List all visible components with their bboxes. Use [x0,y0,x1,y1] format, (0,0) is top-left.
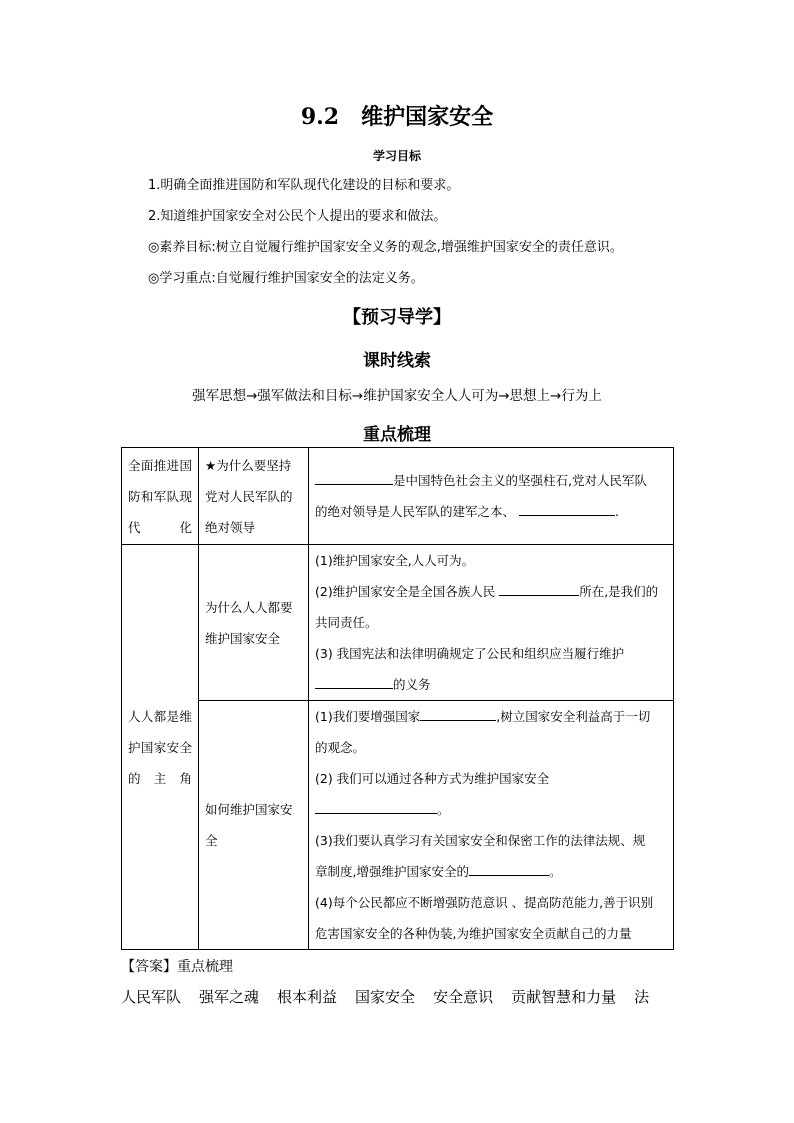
fill-blank [315,466,393,485]
answer-item: 强军之魂 [199,988,260,1006]
fill-blank [315,670,393,689]
answer-item: 安全意识 [433,988,494,1006]
fill-blank [315,795,437,814]
topic-cell: 人人都是维护国家安全的主角 [122,545,199,950]
learning-goals-heading: 学习目标 [372,149,421,163]
fill-blank [469,857,549,876]
fill-blank [499,577,579,596]
section-title: 维护国家安全 [361,104,494,130]
answer-item: 法 [634,988,650,1006]
answer-item: 贡献智慧和力量 [511,988,617,1006]
answer-item: 根本利益 [277,988,338,1006]
clue-heading: 课时线索 [363,351,431,371]
goal-item: 1.明确全面推进国防和军队现代化建设的目标和要求。 [148,178,460,193]
question-cell: ★为什么要坚持党对人民军队的绝对领导 [199,448,309,545]
key-points-table [121,447,674,950]
content-cell: (1)我们要增强国家 ,树立国家安全利益高于一切 的观念。 (2) 我们可以通过各种方式为维护国家安全 。 (3)我们要认真学习有关国家安全和保密工作的法律法规、规 章制度,增强维护国家安全的 。 (4)每个公民都应不断增强防范意识 、提高防范能力,善于识别 危害国家安全的各种伪装,为维护国家安全贡献自己的力量 [309,701,674,950]
page-title [0,100,794,131]
section-number: 9.2 [300,104,340,130]
clue-flow: 强军思想→强军做法和目标→维护国家安全人人可为→思想上→行为上 [192,388,602,404]
goal-item: ◎学习重点:自觉履行维护国家安全的法定义务。 [148,271,424,286]
table-row [122,448,674,545]
table-row [122,545,674,701]
answer-item: 国家安全 [355,988,416,1006]
content-cell: 是中国特色社会主义的坚强柱石,党对人民军队 的绝对领导是人民军队的建军之本、 . [309,448,674,545]
answer-item: 人民军队 [121,988,182,1006]
key-points-heading: 重点梳理 [363,425,431,445]
question-cell: 如何维护国家安全 [199,701,309,950]
answer-heading: 【答案】重点梳理 [121,959,233,975]
question-cell: 为什么人人都要维护国家安全 [199,545,309,701]
fill-blank [420,702,496,721]
fill-blank [519,497,615,516]
topic-cell: 全面推进国防和军队现代化 [122,448,199,545]
goal-item: 2.知道维护国家安全对公民个人提出的要求和做法。 [148,209,447,224]
table-row [122,701,674,950]
content-cell: (1)维护国家安全,人人可为。 (2)维护国家安全是全国各族人民 所在,是我们的 共同责任。 (3) 我国宪法和法律明确规定了公民和组织应当履行维护 的义务 [309,545,674,701]
answer-list [121,986,667,1007]
preview-heading: 【预习导学】 [343,307,451,328]
goal-item: ◎素养目标:树立自觉履行维护国家安全义务的观念,增强维护国家安全的责任意识。 [148,240,623,255]
